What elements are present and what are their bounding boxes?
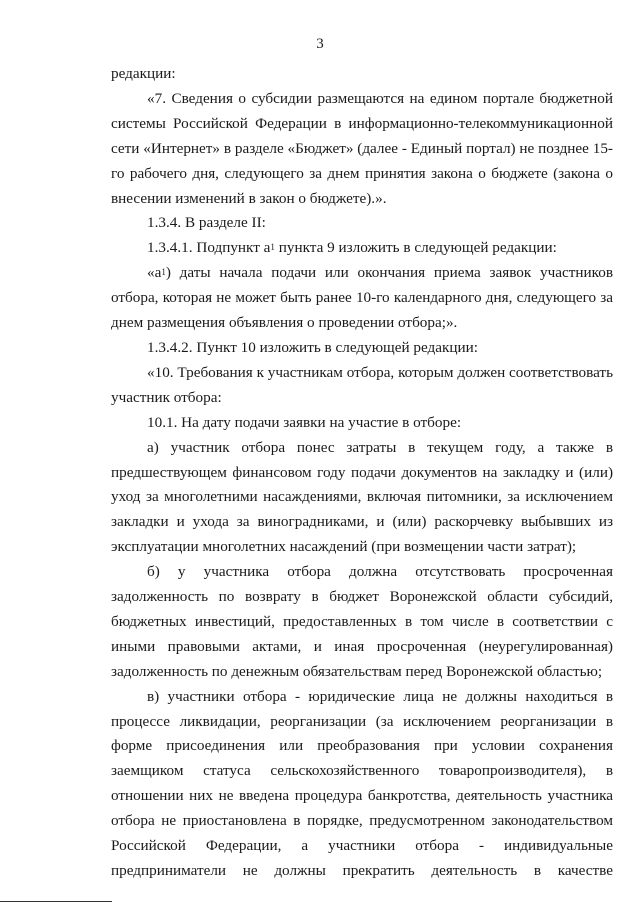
paragraph-text: пункта 9 изложить в следующей редакции: [274,239,557,257]
paragraph-text: 1.3.4.1. Подпункт а [147,239,271,257]
superscript: 1 [270,242,275,253]
paragraph-text: ) даты начала подачи или окончания приема заявок участников отбора, которая не может быть ранее 10-го календарного дня, следующего за днем размещения объявления о проведении отбора;». [111,264,613,332]
paragraph-section-heading: 1.3.4. В разделе II: [147,214,266,232]
footer-rule [0,901,112,902]
paragraph-item-7: «7. Сведения о субсидии размещаются на едином портале бюджетной системы Российской Федерации в информационно-телекоммуникационной сети «Интернет» в разделе «Бюджет» (далее - Единый портал) не позднее 15-го рабочего дня, следующего за днем принятия закона о бюджете (закона о внесении изменений в закон о бюджете).». [111,89,613,207]
paragraph-subitem-b: б) у участника отбора должна отсутствовать просроченная задолженность по возврату в бюджет Воронежской области субсидий, бюджетных инвестиций, предоставленных в том числе в соответствии с иными правовыми актами, и иная просроченная (неурегулированная) задолженность по денежным обязательствам перед Воронежской областью; [111,563,613,680]
paragraph-1-3-4-2: 1.3.4.2. Пункт 10 изложить в следующей редакции: [147,338,478,356]
paragraph-subitem-v: в) участники отбора - юридические лица не должны находиться в процессе ликвидации, реорганизации (за исключением реорганизации в форме присоединения или преобразования при условии сохранения заемщиком статуса сельскохозяйственного товаропроизводителя), в отношении них не введена процедура банкротства, деятельность участника отбора не приостановлена в порядке, предусмотренном законодательством Российской Федерации, а участники отбора - индивидуальные предприниматели не должны прекратить деятельность в качестве [111,687,613,879]
paragraph-item-10-1: 10.1. На дату подачи заявки на участие в отборе: [147,413,462,431]
paragraph-continuation: редакции: [111,65,176,82]
paragraph-subitem-a: а) участник отбора понес затраты в текущем году, а также в предшествующем финансовом году подачи документов на закладку и (или) уход за многолетними насаждениями, включая питомники, за исключением закладки и ухода за виноградниками, и (или) раскорчевку выбывших из эксплуатации многолетних насаждений (при возмещении части затрат); [111,438,613,556]
paragraph-text: «а [147,264,162,282]
document-body [111,62,613,884]
superscript: 1 [161,267,166,278]
paragraph-subpoint-a1 [111,261,613,336]
page-number: 3 [316,36,324,52]
paragraph-1-3-4-1 [111,236,613,261]
paragraph-item-10: «10. Требования к участникам отбора, которым должен соответствовать участник отбора: [111,363,613,406]
